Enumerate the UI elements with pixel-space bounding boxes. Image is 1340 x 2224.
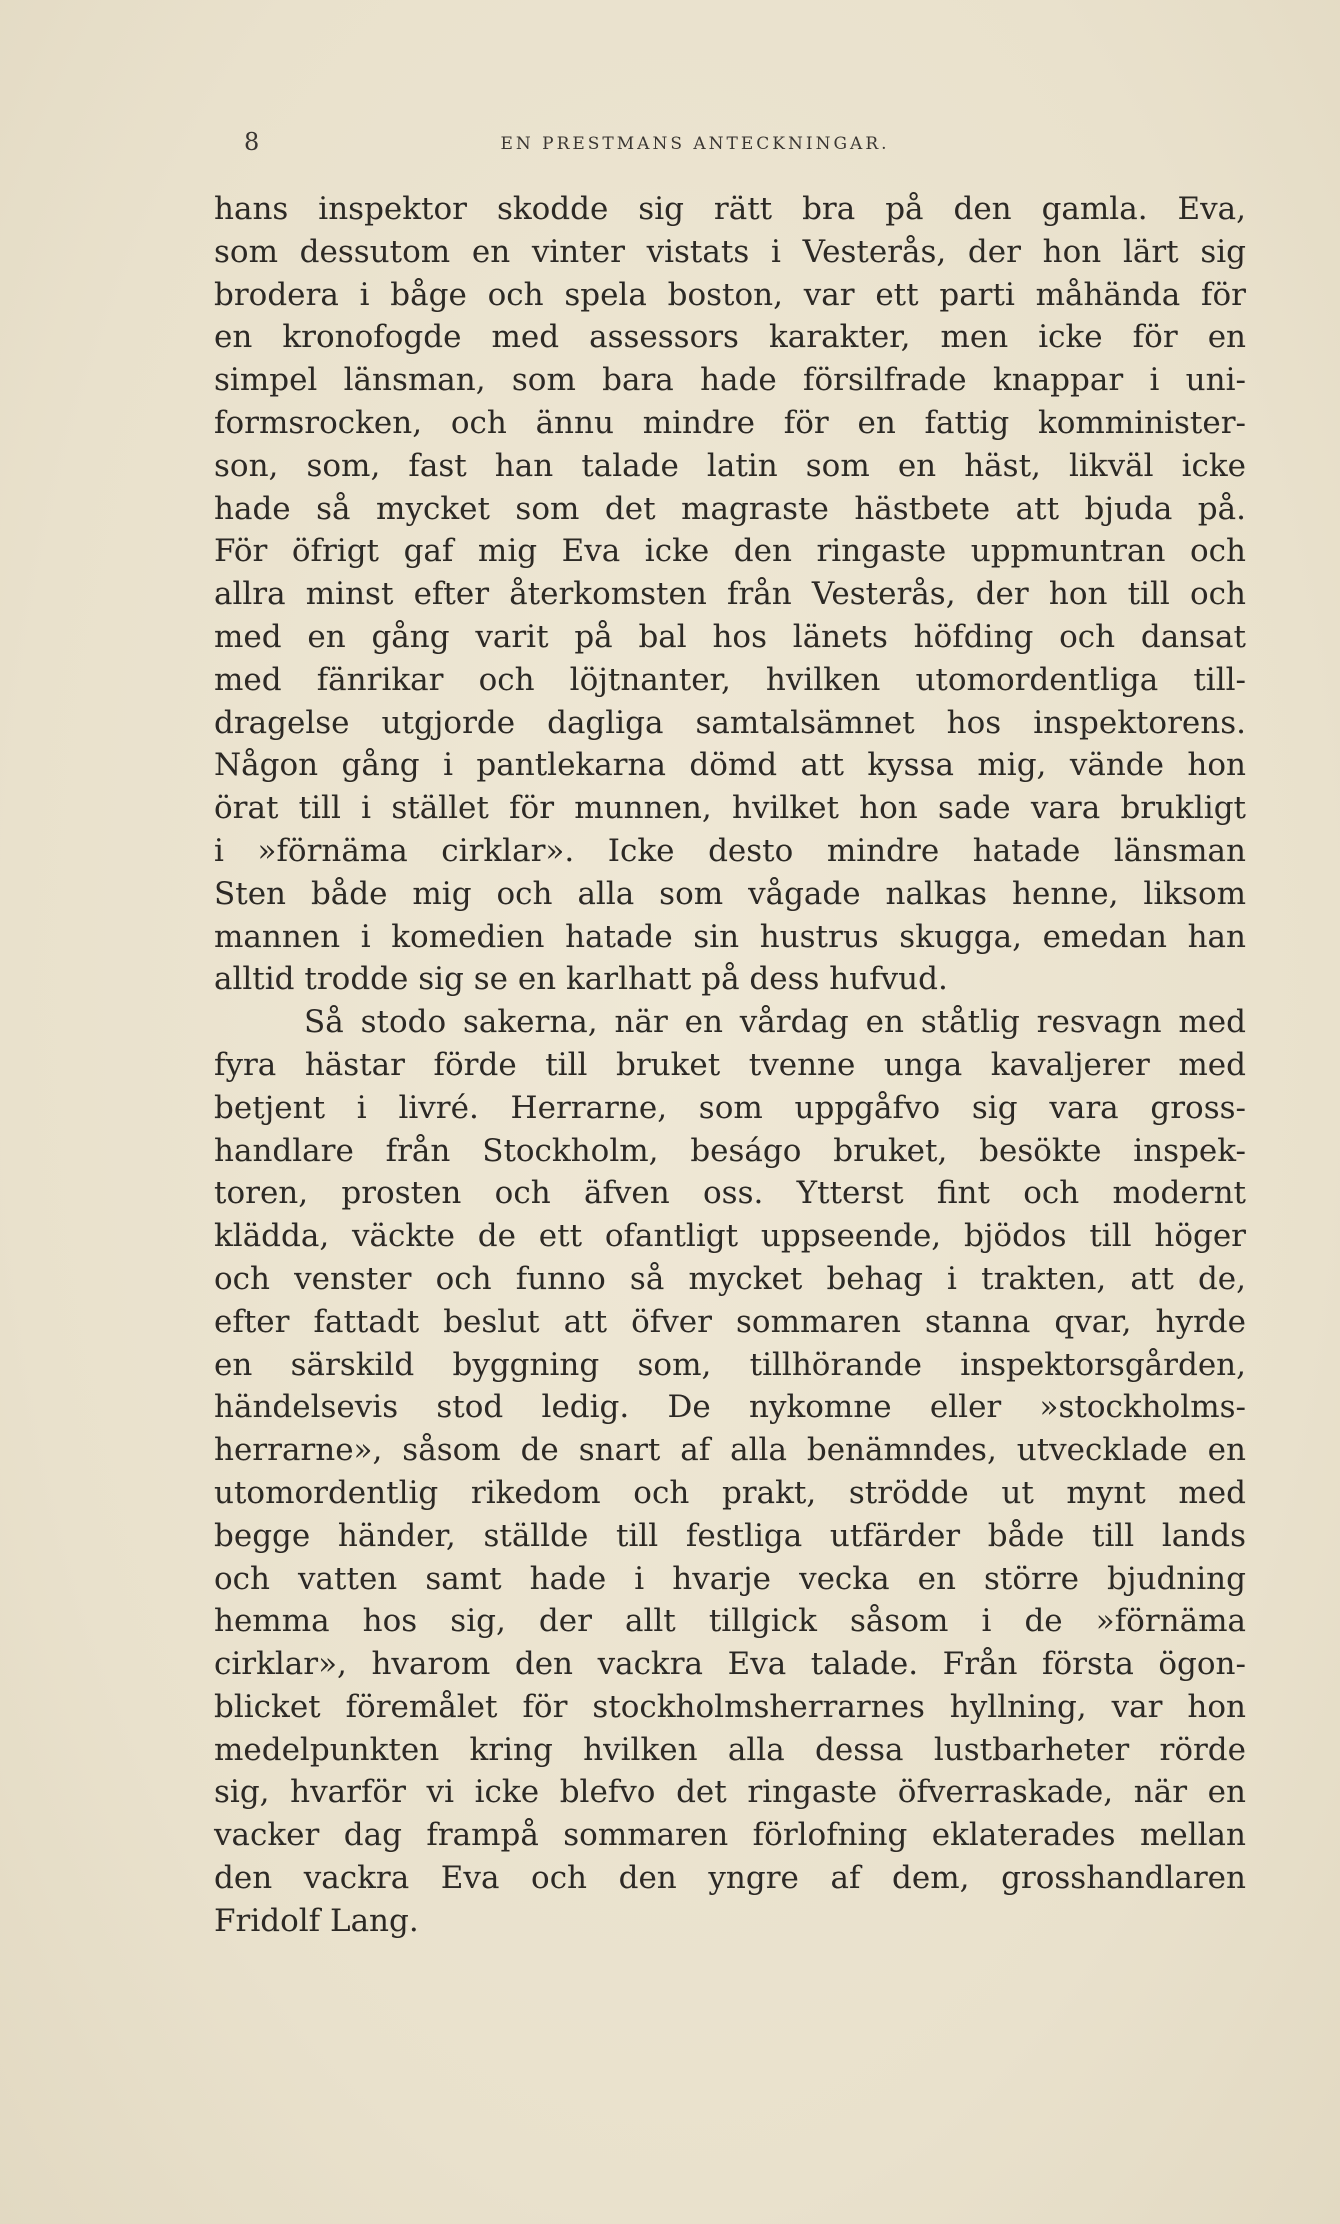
text-line: med en gång varit på bal hos länets höfding och dansat bbox=[214, 618, 1246, 655]
text-line: efter fattadt beslut att öfver sommaren stanna qvar, hyrde bbox=[214, 1303, 1246, 1340]
text-line: begge händer, ställde till festliga utfärder både till lands bbox=[214, 1517, 1246, 1554]
text-line: simpel länsman, som bara hade försilfrade knappar i uni- bbox=[214, 362, 1246, 399]
text-line: sig, hvarför vi icke blefvo det ringaste öfverraskade, när en bbox=[214, 1774, 1246, 1811]
text-line: son, som, fast han talade latin som en häst, likväl icke bbox=[214, 447, 1246, 484]
text-line: med fänrikar och löjtnanter, hvilken utomordentliga till- bbox=[214, 661, 1246, 698]
text-line: mannen i komedien hatade sin hustrus skugga, emedan han bbox=[214, 918, 1246, 955]
text-line: hemma hos sig, der allt tillgick såsom i de »förnäma bbox=[214, 1603, 1246, 1640]
text-line: den vackra Eva och den yngre af dem, grosshandlaren bbox=[214, 1860, 1246, 1897]
page-number: 8 bbox=[244, 128, 261, 156]
text-line-paragraph-end: Fridolf Lang. bbox=[214, 1902, 419, 1939]
text-line: klädda, väckte de ett ofantligt uppseende, bjödos till höger bbox=[214, 1218, 1246, 1255]
text-line: För öfrigt gaf mig Eva icke den ringaste uppmuntran och bbox=[214, 533, 1246, 570]
text-line: betjent i livré. Herrarne, som uppgåfvo sig vara gross- bbox=[214, 1089, 1246, 1126]
text-line: medelpunkten kring hvilken alla dessa lustbarheter rörde bbox=[214, 1731, 1246, 1768]
text-line: hade så mycket som det magraste hästbete att bjuda på. bbox=[214, 490, 1246, 527]
text-line: och vatten samt hade i hvarje vecka en större bjudning bbox=[214, 1560, 1246, 1597]
text-line: cirklar», hvarom den vackra Eva talade. Från första ögon- bbox=[214, 1646, 1246, 1683]
text-line: toren, prosten och äfven oss. Ytterst fint och modernt bbox=[214, 1175, 1246, 1212]
text-line: örat till i stället för munnen, hvilket hon sade vara brukligt bbox=[214, 790, 1246, 827]
text-line: en kronofogde med assessors karakter, men icke för en bbox=[214, 319, 1246, 356]
text-line: Någon gång i pantlekarna dömd att kyssa mig, vände hon bbox=[214, 747, 1246, 784]
body-text bbox=[214, 188, 1246, 1943]
text-line: allra minst efter återkomsten från Vesterås, der hon till och bbox=[214, 576, 1246, 613]
text-line: fyra hästar förde till bruket tvenne unga kavaljerer med bbox=[214, 1046, 1246, 1083]
text-line: dragelse utgjorde dagliga samtalsämnet hos inspektorens. bbox=[214, 704, 1246, 741]
text-line-paragraph-end: alltid trodde sig se en karlhatt på dess hufvud. bbox=[214, 961, 948, 998]
text-line: som dessutom en vinter vistats i Vesterås, der hon lärt sig bbox=[214, 233, 1246, 270]
text-line: blicket föremålet för stockholmsherrarnes hyllning, var hon bbox=[214, 1688, 1246, 1725]
page-header bbox=[212, 128, 1178, 168]
text-line: utomordentlig rikedom och prakt, strödde ut mynt med bbox=[214, 1474, 1246, 1511]
text-line: och venster och funno så mycket behag i trakten, att de, bbox=[214, 1260, 1246, 1297]
text-line-paragraph-start: Så stodo sakerna, när en vårdag en ståtlig resvagn med bbox=[304, 1004, 1246, 1041]
text-line: Sten både mig och alla som vågade nalkas henne, liksom bbox=[214, 875, 1246, 912]
text-line: en särskild byggning som, tillhörande inspektorsgården, bbox=[214, 1346, 1246, 1383]
text-line: handlare från Stockholm, beságo bruket, besökte inspek- bbox=[214, 1132, 1246, 1169]
text-line: hans inspektor skodde sig rätt bra på den gamla. Eva, bbox=[214, 191, 1246, 227]
text-line: herrarne», såsom de snart af alla benämndes, utvecklade en bbox=[214, 1432, 1246, 1469]
text-line: vacker dag frampå sommaren förlofning eklaterades mellan bbox=[214, 1817, 1246, 1854]
text-line: i »förnäma cirklar». Icke desto mindre hatade länsman bbox=[214, 832, 1246, 869]
running-head: EN PRESTMANS ANTECKNINGAR. bbox=[500, 134, 890, 154]
text-line: formsrocken, och ännu mindre för en fattig komminister- bbox=[214, 404, 1246, 441]
text-line: händelsevis stod ledig. De nykomne eller »stockholms- bbox=[214, 1389, 1246, 1426]
text-line: brodera i båge och spela boston, var ett parti måhända för bbox=[214, 276, 1246, 313]
